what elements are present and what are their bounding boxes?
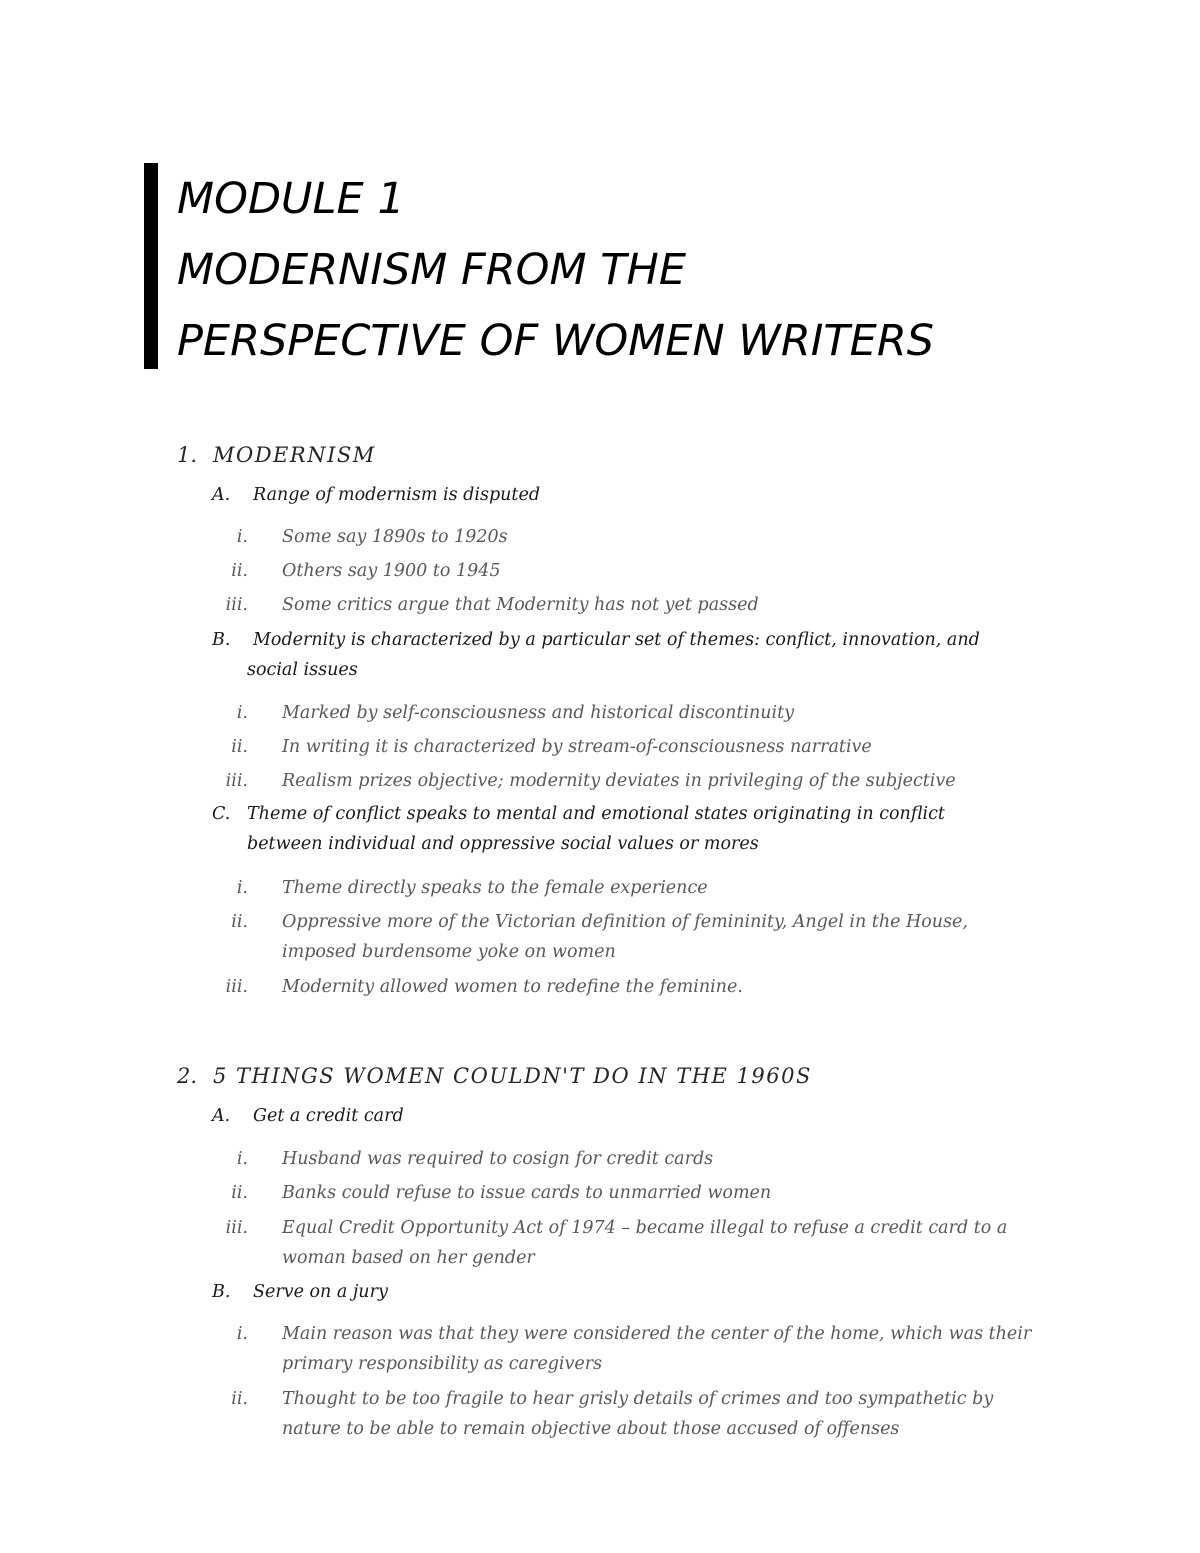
item-1c-iii (220, 972, 1020, 1002)
item-2b-ii (220, 1384, 1020, 1444)
item-1a-text: Range of modernism is disputed (253, 485, 541, 505)
section-2-number: 2. (177, 1064, 198, 1088)
item-1a-ii-marker: ii. (231, 561, 248, 581)
item-1b-ii-text: In writing it is characterized by stream-of-consciousness narrative (282, 737, 872, 757)
item-1a-ii (220, 556, 1020, 586)
item-1b-iii-text: Realism prizes objective; modernity deviates in privileging of the subjective (282, 771, 956, 791)
item-1a (212, 480, 1012, 510)
section-1-title: MODERNISM (213, 443, 376, 467)
item-1b-i-text: Marked by self-consciousness and historical discontinuity (282, 703, 795, 723)
item-1a-i (220, 522, 1020, 552)
item-2a (212, 1101, 1012, 1131)
section-1-number: 1. (177, 443, 198, 467)
item-1c-i (220, 873, 1020, 903)
item-1b-ii-marker: ii. (231, 737, 248, 757)
item-1c-iii-text: Modernity allowed women to redefine the feminine. (282, 977, 743, 997)
item-2a-iii-text: Equal Credit Opportunity Act of 1974 – became illegal to refuse a credit card to a woman based on her gender (282, 1218, 1008, 1268)
item-2a-i (220, 1144, 1020, 1174)
item-1b-ii (220, 732, 1020, 762)
section-1-heading (177, 445, 376, 466)
section-2-heading (177, 1066, 812, 1087)
item-2a-ii (220, 1178, 1020, 1208)
item-1c-iii-marker: iii. (225, 977, 248, 997)
item-2a-ii-marker: ii. (231, 1183, 248, 1203)
item-1a-i-marker: i. (236, 527, 248, 547)
item-1c (212, 799, 992, 859)
item-1b-iii-marker: iii. (225, 771, 248, 791)
item-2b (212, 1277, 1012, 1307)
item-1c-ii-text: Oppressive more of the Victorian definition of femininity, Angel in the House, imposed burdensome yoke on women (282, 912, 968, 962)
item-2b-ii-text: Thought to be too fragile to hear grisly details of crimes and too sympathetic by nature to be able to remain objective about those accused of offenses (282, 1389, 994, 1439)
item-1b-text: Modernity is characterized by a particular set of themes: conflict, innovation, and social issues (247, 630, 980, 680)
item-1b-iii (220, 766, 1020, 796)
item-1c-marker: C. (212, 804, 231, 824)
item-1a-i-text: Some say 1890s to 1920s (282, 527, 508, 547)
title-line-2: MODERNISM FROM THE (177, 245, 687, 295)
item-1a-marker: A. (212, 485, 231, 505)
item-1c-i-marker: i. (236, 878, 248, 898)
item-2b-i-text: Main reason was that they were considered the center of the home, which was their primary responsibility as caregivers (282, 1324, 1032, 1374)
item-2b-i (220, 1319, 1040, 1379)
title-line-1: MODULE 1 (177, 174, 405, 224)
item-1c-ii (220, 907, 980, 967)
title-line-3: PERSPECTIVE OF WOMEN WRITERS (177, 316, 934, 366)
item-1b-marker: B. (212, 630, 231, 650)
item-1c-i-text: Theme directly speaks to the female experience (282, 878, 708, 898)
item-2a-iii (220, 1213, 1020, 1273)
item-1b-i (220, 698, 1020, 728)
item-1b (212, 625, 992, 685)
item-2b-i-marker: i. (236, 1324, 248, 1344)
item-1c-ii-marker: ii. (231, 912, 248, 932)
item-2a-i-marker: i. (236, 1149, 248, 1169)
item-1a-iii-marker: iii. (225, 595, 248, 615)
item-2b-marker: B. (212, 1282, 231, 1302)
item-2a-text: Get a credit card (253, 1106, 404, 1126)
item-2a-marker: A. (212, 1106, 231, 1126)
section-2-title: 5 THINGS WOMEN COULDN'T DO IN THE 1960S (213, 1064, 812, 1088)
item-1a-iii-text: Some critics argue that Modernity has not yet passed (282, 595, 759, 615)
item-1c-text: Theme of conflict speaks to mental and emotional states originating in conflict between individual and oppressive social values or mores (247, 804, 945, 854)
item-2b-ii-marker: ii. (231, 1389, 248, 1409)
item-2a-iii-marker: iii. (225, 1218, 248, 1238)
item-1b-i-marker: i. (236, 703, 248, 723)
title-accent-bar (144, 163, 158, 369)
item-1a-ii-text: Others say 1900 to 1945 (282, 561, 501, 581)
item-1a-iii (220, 590, 1020, 620)
item-2a-ii-text: Banks could refuse to issue cards to unmarried women (282, 1183, 772, 1203)
item-2a-i-text: Husband was required to cosign for credit cards (282, 1149, 714, 1169)
item-2b-text: Serve on a jury (253, 1282, 388, 1302)
